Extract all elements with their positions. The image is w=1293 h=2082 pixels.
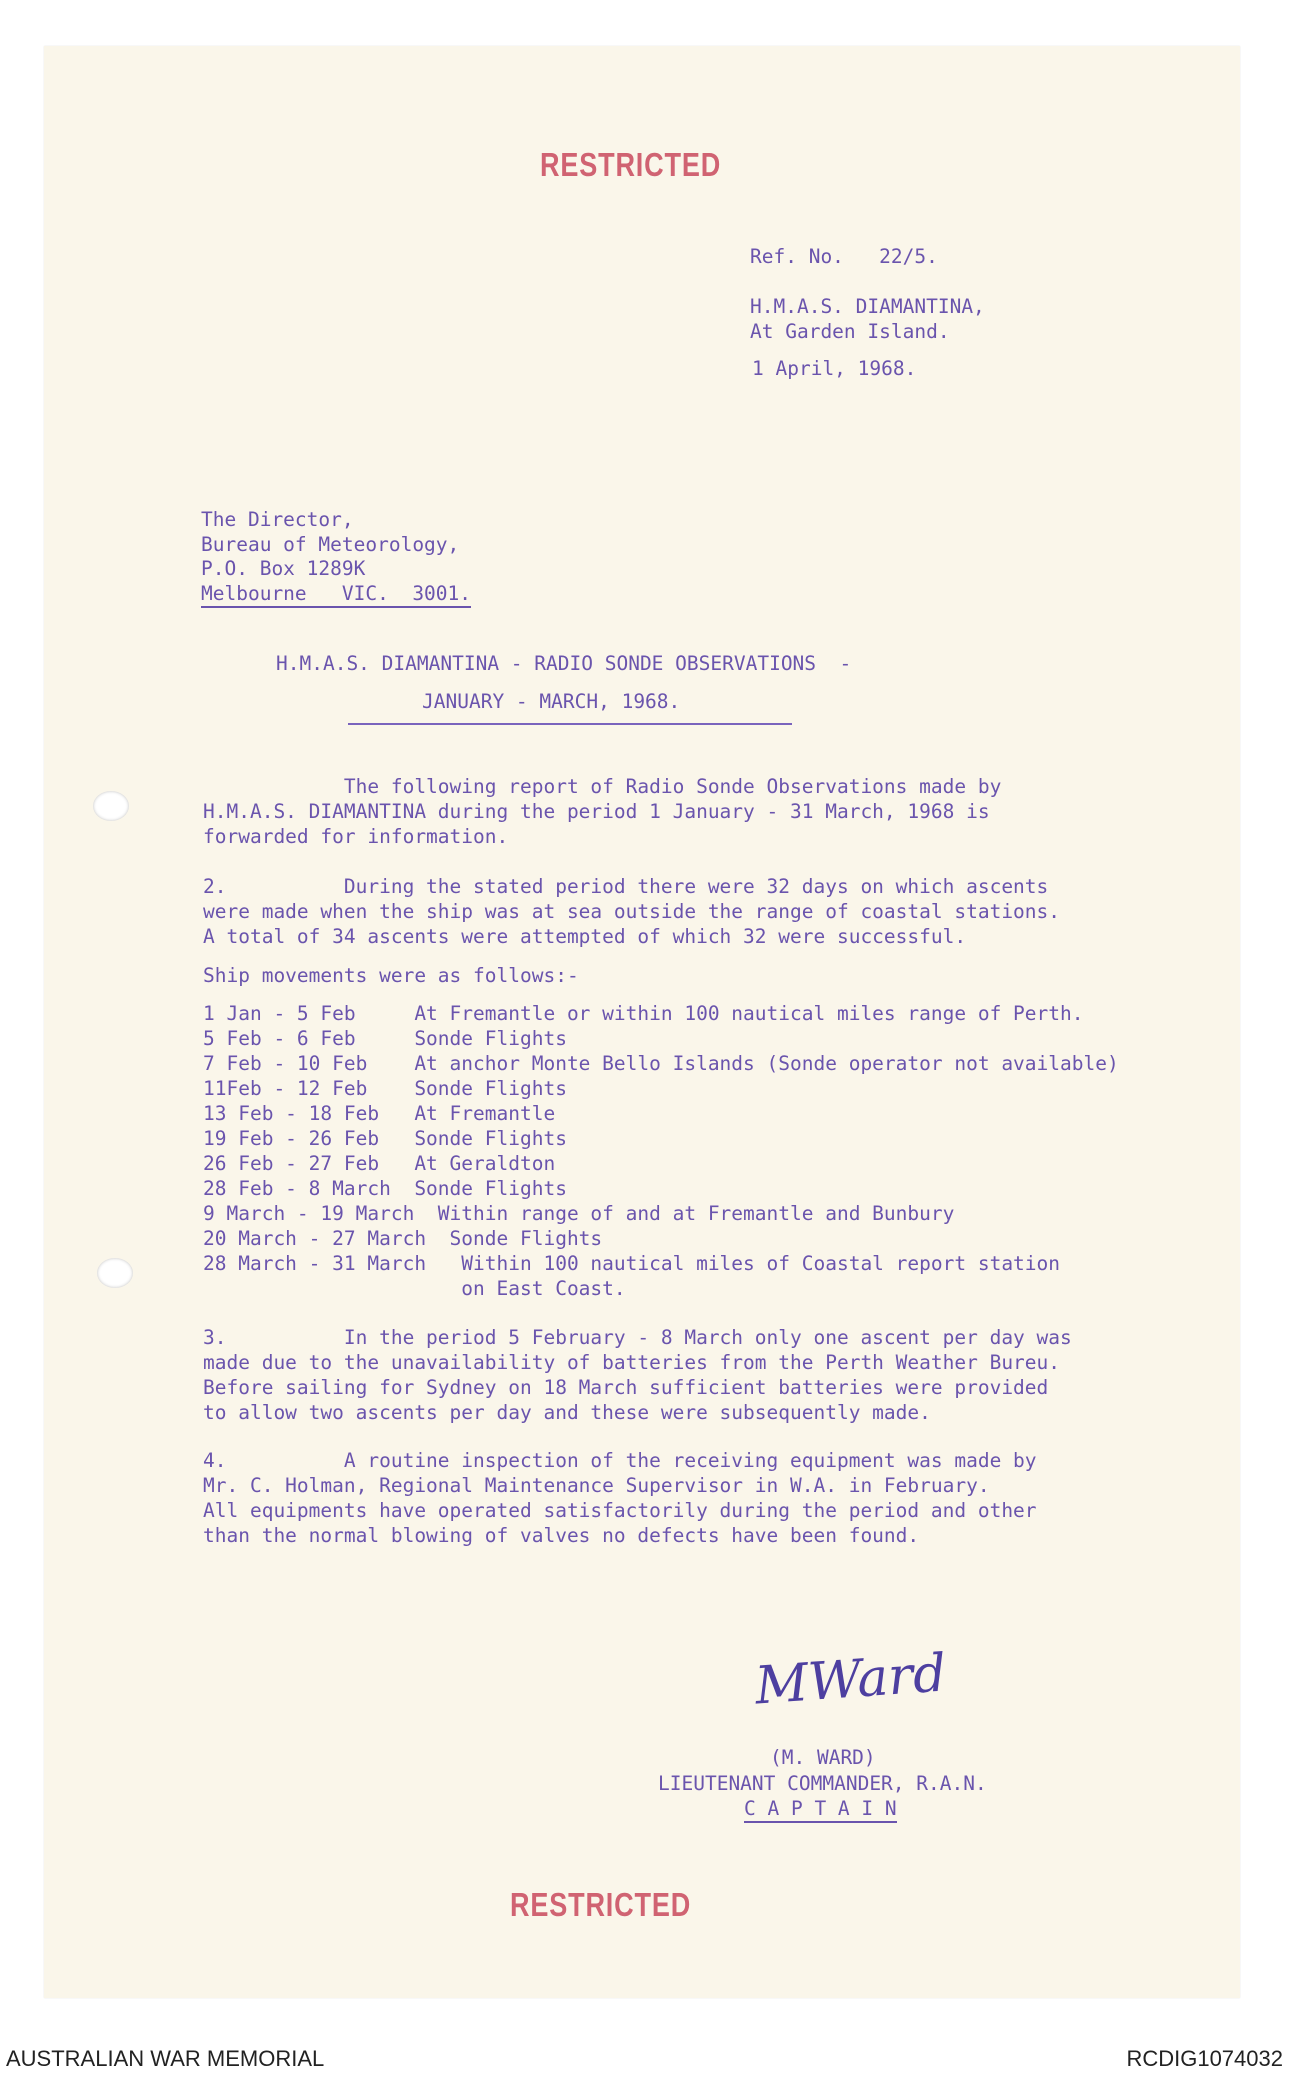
signatory-title: C A P T A I N — [744, 1796, 897, 1823]
archive-name: AUSTRALIAN WAR MEMORIAL — [6, 2046, 325, 2071]
paragraph-line: forwarded for information. — [203, 825, 509, 848]
paragraph-line: to allow two ascents per day and these were subsequently made. — [203, 1401, 931, 1424]
movement-row: 26 Feb - 27 Feb At Geraldton — [203, 1152, 556, 1175]
movement-row: 7 Feb - 10 Feb At anchor Monte Bello Islands (Sonde operator not available) — [203, 1052, 1119, 1075]
movement-row: 9 March - 19 March Within range of and at Fremantle and Bunbury — [203, 1202, 955, 1225]
subject-line: H.M.A.S. DIAMANTINA - RADIO SONDE OBSERVATIONS - — [276, 652, 852, 675]
paragraph-line: were made when the ship was at sea outside the range of coastal stations. — [203, 900, 1061, 923]
paragraph-line: made due to the unavailability of batteries from the Perth Weather Bureu. — [203, 1351, 1061, 1374]
punch-hole-bottom — [97, 1258, 133, 1288]
subject-line: JANUARY - MARCH, 1968. — [422, 690, 681, 713]
paragraph-line: 2. During the stated period there were 32 days on which ascents — [203, 875, 1049, 898]
paragraph-line: H.M.A.S. DIAMANTINA during the period 1 January - 31 March, 1968 is — [203, 800, 990, 823]
restricted-stamp-top: RESTRICTED — [540, 146, 722, 183]
punch-hole-top — [93, 791, 129, 821]
archive-id: RCDIG1074032 — [1126, 2046, 1283, 2071]
movement-row: 5 Feb - 6 Feb Sonde Flights — [203, 1027, 567, 1050]
paragraph-line: A total of 34 ascents were attempted of which 32 were successful. — [203, 925, 967, 948]
signatory-name: (M. WARD) — [770, 1746, 876, 1769]
paragraph-line: 3. In the period 5 February - 8 March only one ascent per day was — [203, 1326, 1072, 1349]
paragraph-line: Mr. C. Holman, Regional Maintenance Supervisor in W.A. in February. — [203, 1474, 990, 1497]
movement-row: 1 Jan - 5 Feb At Fremantle or within 100 nautical miles range of Perth. — [203, 1002, 1084, 1025]
signatory-rank: LIEUTENANT COMMANDER, R.A.N. — [658, 1772, 987, 1795]
handwritten-signature: MWard — [753, 1643, 949, 1717]
movements-intro: Ship movements were as follows:- — [203, 964, 579, 987]
addressee-line: Melbourne VIC. 3001. — [201, 581, 471, 608]
letter-date: 1 April, 1968. — [752, 357, 917, 380]
movement-row: 28 March - 31 March Within 100 nautical miles of Coastal report station — [203, 1252, 1061, 1275]
movement-row: 20 March - 27 March Sonde Flights — [203, 1227, 603, 1250]
paragraph-line: 4. A routine inspection of the receiving equipment was made by — [203, 1449, 1037, 1472]
ship-name: H.M.A.S. DIAMANTINA, — [750, 295, 985, 318]
addressee-line: P.O. Box 1289K — [201, 557, 366, 580]
ship-location: At Garden Island. — [750, 320, 950, 343]
paragraph-line: All equipments have operated satisfactorily during the period and other — [203, 1499, 1037, 1522]
addressee-line: The Director, — [201, 508, 354, 531]
paragraph-line: Before sailing for Sydney on 18 March sufficient batteries were provided — [203, 1376, 1049, 1399]
movement-row: 13 Feb - 18 Feb At Fremantle — [203, 1102, 556, 1125]
restricted-stamp-bottom: RESTRICTED — [510, 1886, 692, 1923]
addressee-line: Bureau of Meteorology, — [201, 533, 460, 556]
paragraph-line: The following report of Radio Sonde Observations made by — [203, 775, 1002, 798]
movement-row: 11Feb - 12 Feb Sonde Flights — [203, 1077, 567, 1100]
movement-row: 19 Feb - 26 Feb Sonde Flights — [203, 1127, 567, 1150]
paragraph-line: than the normal blowing of valves no defects have been found. — [203, 1524, 920, 1547]
movement-row: 28 Feb - 8 March Sonde Flights — [203, 1177, 567, 1200]
reference-number: Ref. No. 22/5. — [750, 245, 938, 268]
movement-row: on East Coast. — [203, 1277, 626, 1300]
subject-underline — [348, 723, 792, 725]
